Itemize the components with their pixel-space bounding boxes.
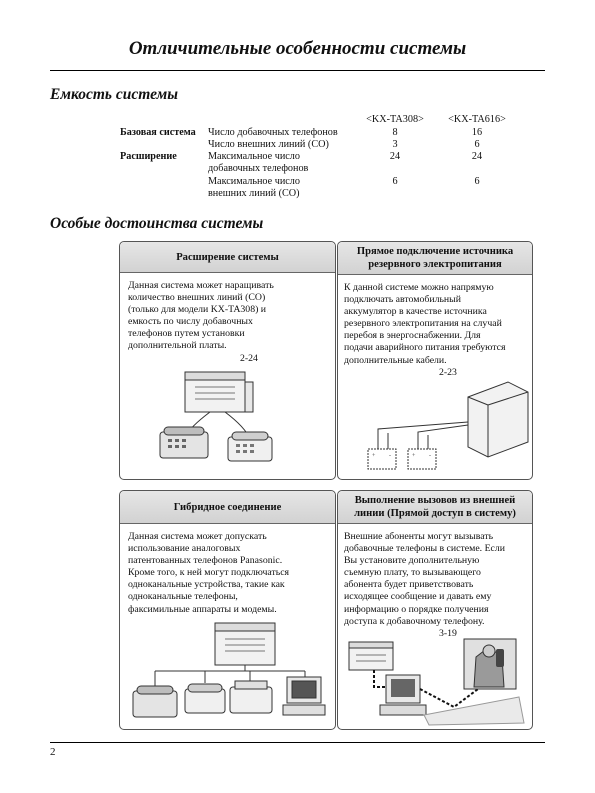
page-title: Отличительные особенности системы bbox=[128, 38, 467, 59]
row-value-ta616: 16 bbox=[471, 127, 483, 138]
row-value-ta308: 24 bbox=[389, 151, 401, 162]
row-group-expansion: Расширение bbox=[120, 151, 177, 162]
title-rule bbox=[50, 70, 545, 71]
pbx-expansion-illustration bbox=[150, 367, 300, 467]
card-text-line: подключать автомобильный bbox=[344, 294, 462, 306]
column-header-kx-ta308: <KX-TA308> bbox=[366, 114, 424, 125]
row-value-ta308: 6 bbox=[392, 176, 398, 187]
row-value-ta616: 6 bbox=[474, 176, 480, 187]
svg-text:-: - bbox=[389, 453, 391, 459]
battery-connection-illustration bbox=[348, 377, 528, 475]
card-title bbox=[120, 491, 335, 524]
card-body bbox=[344, 282, 530, 379]
card-text-line: одноканальные телефоны, bbox=[128, 591, 238, 603]
row-item-line: Максимальное число bbox=[208, 151, 300, 162]
card-text-line: Кроме того, к ней могут подключаться bbox=[128, 567, 290, 579]
card-text-line: использование аналоговых bbox=[128, 543, 241, 555]
card-text-line: абонента будет приветствовать bbox=[344, 579, 474, 591]
card-title-line: Выполнение вызовов из внешней bbox=[354, 495, 516, 506]
page-reference: 2-23 bbox=[439, 366, 457, 378]
row-value-ta308: 3 bbox=[392, 139, 398, 150]
card-text-line: информацию о порядке получения bbox=[344, 603, 489, 615]
features-heading: Особые достоинства системы bbox=[50, 215, 264, 232]
card-text-line: патентованных телефонов Panasonic. bbox=[128, 555, 283, 567]
card-body bbox=[128, 531, 333, 616]
svg-text:+: + bbox=[412, 453, 416, 459]
row-group-basic: Базовая система bbox=[120, 127, 196, 138]
svg-text:-: - bbox=[429, 453, 431, 459]
card-title-line: линии (Прямой доступ в систему) bbox=[354, 508, 516, 519]
feature-card-hybrid bbox=[119, 490, 336, 730]
card-text-line: Вы установите дополнительную bbox=[344, 555, 480, 567]
page-number: 2 bbox=[50, 746, 56, 758]
card-body bbox=[128, 280, 328, 365]
card-title-line: резервного электропитания bbox=[368, 259, 502, 270]
row-item-line: Максимальное число bbox=[208, 176, 300, 187]
card-text-line: аккумулятор в качестве источника bbox=[344, 306, 487, 318]
feature-card-direct-access bbox=[337, 490, 533, 730]
feature-card-backup-power bbox=[337, 241, 533, 480]
card-text-line: Внешние абоненты могут вызывать bbox=[344, 531, 494, 542]
card-text-line: факсимильные аппараты и модемы. bbox=[128, 603, 277, 615]
row-value-ta308: 8 bbox=[392, 127, 398, 138]
page-reference: 3-19 bbox=[439, 627, 457, 639]
svg-text:+: + bbox=[372, 453, 376, 459]
card-text-line: добавочные телефоны в системе. Если bbox=[344, 543, 506, 555]
card-body bbox=[344, 531, 530, 640]
row-value-ta616: 6 bbox=[474, 139, 480, 150]
card-text-line: резервного электропитания на случай bbox=[344, 318, 502, 330]
card-text-line: дополнительной платы. bbox=[128, 340, 227, 352]
card-text-line: подачи аварийного питания требуются bbox=[344, 342, 506, 354]
card-text-line: количество внешних линий (CO) bbox=[128, 292, 266, 304]
row-item-line: добавочных телефонов bbox=[208, 163, 309, 174]
capacity-heading: Емкость системы bbox=[50, 86, 178, 103]
card-text-line: (только для модели KX-TA308) и bbox=[128, 304, 267, 316]
card-title-line: Прямое подключение источника bbox=[356, 246, 514, 257]
footer-rule bbox=[50, 742, 545, 743]
row-item: Число добавочных телефонов bbox=[208, 127, 338, 138]
card-text-line: емкость по числу добавочных bbox=[128, 316, 253, 328]
card-text-line: Данная система может допускать bbox=[128, 531, 267, 542]
card-text-line: съемную плату, то вызывающего bbox=[344, 567, 481, 579]
card-title bbox=[338, 491, 532, 524]
card-text-line: исходящее сообщение и давать ему bbox=[344, 591, 492, 603]
page-reference: 2-24 bbox=[240, 352, 258, 364]
card-text-line: одноканальные устройства, такие как bbox=[128, 579, 285, 591]
row-item-line: внешних линий (CO) bbox=[208, 188, 300, 199]
row-item: Число внешних линий (CO) bbox=[208, 139, 329, 150]
card-text-line: дополнительные кабели. bbox=[344, 354, 447, 366]
row-value-ta616: 24 bbox=[471, 151, 483, 162]
hybrid-devices-illustration bbox=[125, 621, 330, 725]
card-text-line: Данная система может наращивать bbox=[128, 280, 274, 291]
card-title bbox=[120, 242, 335, 273]
card-text-line: доступа к добавочному телефону. bbox=[344, 615, 485, 627]
card-text-line: телефонов путем установки bbox=[128, 328, 245, 340]
card-title bbox=[338, 242, 532, 275]
card-title-line: Расширение системы bbox=[176, 251, 279, 263]
card-text-line: К данной системе можно напрямую bbox=[344, 282, 494, 293]
feature-card-expansion bbox=[119, 241, 336, 480]
direct-access-illustration bbox=[344, 637, 526, 727]
column-header-kx-ta616: <KX-TA616> bbox=[448, 114, 506, 125]
card-title-line: Гибридное соединение bbox=[173, 501, 282, 513]
card-text-line: перебоя в энергоснабжении. Для bbox=[344, 330, 481, 342]
